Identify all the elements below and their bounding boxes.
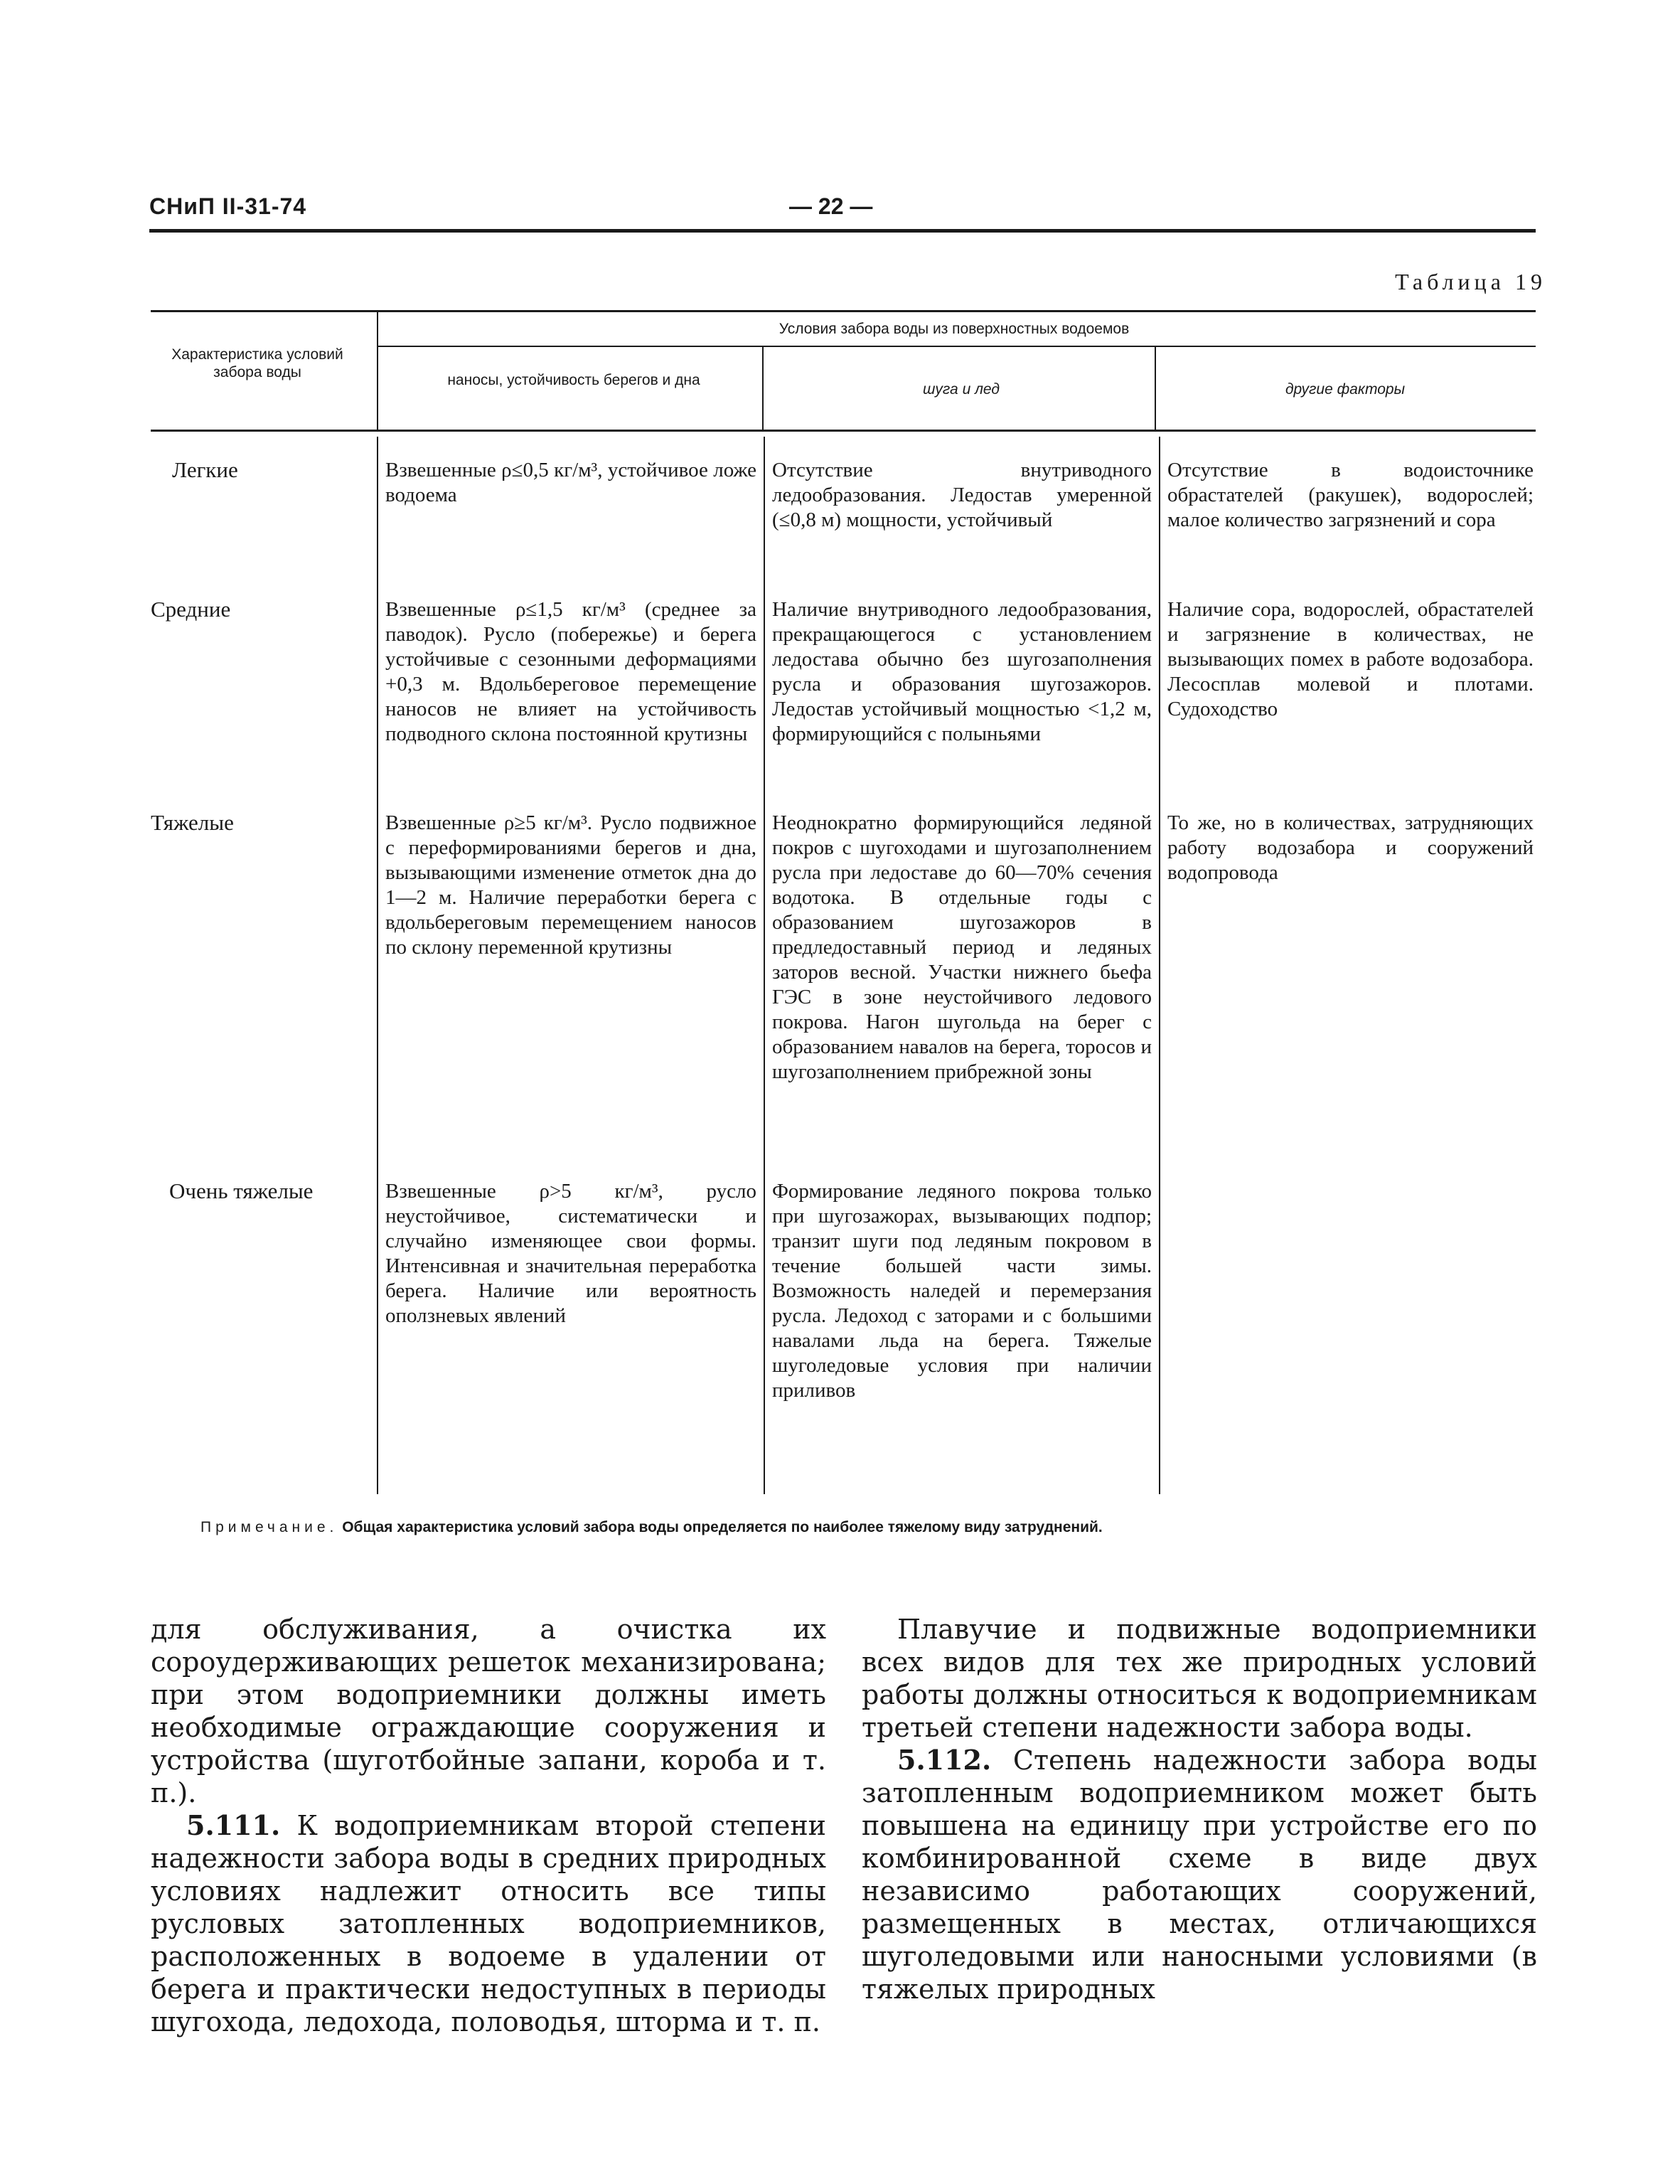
- cell-light-sediment: Взвешенные ρ≤0,5 кг/м³, устойчивое ложе водоема: [385, 459, 756, 506]
- table-note: [200, 1519, 1537, 1536]
- group-header-rule: [377, 346, 1536, 347]
- cell-very-heavy-sediment: Взвешенные ρ>5 кг/м³, русло неустойчивое, систематически и случайно изменяющее свои формы. Интенсивная и значительная переработка берега. Наличие или вероятность оползневых явлений: [385, 1180, 756, 1327]
- row-label-light: Легкие: [172, 457, 238, 482]
- page-number: — 22 —: [789, 193, 873, 219]
- cell-heavy-other: То же, но в количествах, затрудняющих работу водозабора и сооружений водопровода: [1167, 811, 1534, 884]
- conditions-table: [151, 310, 1536, 1494]
- col-header-sediment: наносы, устойчивость берегов и дна: [447, 372, 700, 388]
- body-column-left: [151, 1613, 826, 2038]
- col-header-ice: шуга и лед: [923, 381, 1000, 398]
- paragraph-floating-intakes: Плавучие и подвижные водоприемники всех видов для тех же природных условий работы должны относиться к водоприемникам третьей степени надежности забора воды.: [862, 1614, 1537, 1743]
- group-header: Условия забора воды из поверхностных водоемов: [779, 321, 1130, 337]
- paragraph-continuation: для обслуживания, а очистка их сороудерживающих решеток механизирована; при этом водоприемники должны иметь необходимые ограждающие сооружения и устройства (шуготбойные запани, короба и т. п.).: [151, 1614, 826, 1809]
- cell-medium-other: Наличие сора, водорослей, обрастателей и загрязнение в количествах, не вызывающих помех в работе водозабора. Лесосплав молевой и плотами. Судоходство: [1167, 598, 1534, 720]
- cell-medium-sediment: Взвешенные ρ≤1,5 кг/м³ (среднее за паводок). Русло (побережье) и берега устойчивые с сезонными деформациями +0,3 м. Вдольбереговое перемещение наносов не влияет на устойчивость подводного склона постоянной крутизны: [385, 598, 756, 745]
- cell-very-heavy-ice: Формирование ледяного покрова только при шугозажорах, вызывающих подпор; транзит шуги под ледяным покровом в течение большей части зимы. Возможность наледей и перемерзания русла. Ледоход с заторами и с большими навалами льда на берега. Тяжелые шуголедовые условия при наличии приливов: [772, 1180, 1152, 1402]
- row-label-medium: Средние: [151, 597, 231, 622]
- header-rule: [149, 229, 1536, 233]
- clause-number-5-111: 5.111.: [186, 1809, 281, 1841]
- cell-medium-ice: Наличие внутриводного ледообразования, прекращающегося с установлением ледостава обычно без шугозаполнения русла и образования шугозажоров. Ледостав устойчивый мощностью <1,2 м, формирующийся с полыньями: [772, 598, 1152, 745]
- cell-light-other: Отсутствие в водоисточнике обрастателей (ракушек), водорослей; малое количество загрязнений и сора: [1167, 459, 1534, 531]
- clause-text-5-112: Степень надежности забора воды затопленным водоприемником может быть повышена на единицу при устройстве его по комбинированной схеме в виде двух независимо работающих сооружений, размещенных в местах, отличающихся шуголедовыми или наносными условиями (в тяжелых природных: [862, 1744, 1537, 2005]
- paragraph-5-111: [151, 1809, 826, 2038]
- note-label: Примечание.: [200, 1519, 338, 1535]
- header-divider-2: [762, 347, 764, 430]
- clause-text-5-111: К водоприемникам второй степени надежности забора воды в средних природных условиях надлежит относить все типы русловых затопленных водоприемников, расположенных в водоеме в удалении от берега и практически недоступных в периоды шугохода, ледохода, половодья, шторма и т. п.: [151, 1810, 826, 2037]
- row-label-very-heavy: Очень тяжелые: [169, 1178, 314, 1203]
- row-label-heavy: Тяжелые: [151, 810, 234, 835]
- clause-number-5-112: 5.112.: [897, 1744, 992, 1776]
- col-header-other: другие факторы: [1285, 381, 1406, 398]
- body-divider-1: [377, 437, 378, 1494]
- note-text: Общая характеристика условий забора воды определяется по наиболее тяжелому виду затруднений.: [338, 1519, 1103, 1535]
- document-code: СНиП II-31-74: [149, 193, 307, 219]
- cell-light-ice: Отсутствие внутриводного ледообразования. Ледостав умеренной (≤0,8 м) мощности, устойчивый: [772, 459, 1152, 531]
- table-title: Таблица 19: [1395, 269, 1546, 294]
- cell-heavy-sediment: Взвешенные ρ≥5 кг/м³. Русло подвижное с переформированиями берегов и дна, вызывающими изменение отметок дна до 1—2 м. Наличие переработки берега с вдольбереговым перемещением наносов по склону переменной крутизны: [385, 811, 756, 959]
- body-divider-2: [764, 437, 765, 1494]
- paragraph-5-112: [862, 1744, 1537, 2005]
- header-bottom-rule: [151, 430, 1536, 432]
- body-column-right: [862, 1613, 1537, 2005]
- cell-heavy-ice: Неоднократно формирующийся ледяной покров с шугоходами и шугозаполнением русла при ледоставе до 60—70% сечения водотока. В отдельные годы с образованием шугозажоров в предледоставный период и ледяных заторов весной. Участки нижнего бьефа ГЭС в зоне неустойчивого ледового покрова. Нагон шугольда на берег с образованием навалов на берега, торосов и шугозаполнением прибрежной зоны: [772, 811, 1152, 1083]
- col-header-characteristic: Характеристика условий забора воды: [171, 346, 343, 380]
- header-divider-1: [377, 310, 378, 430]
- header-divider-3: [1155, 347, 1156, 430]
- body-divider-3: [1159, 437, 1160, 1494]
- table-top-rule: [151, 310, 1536, 312]
